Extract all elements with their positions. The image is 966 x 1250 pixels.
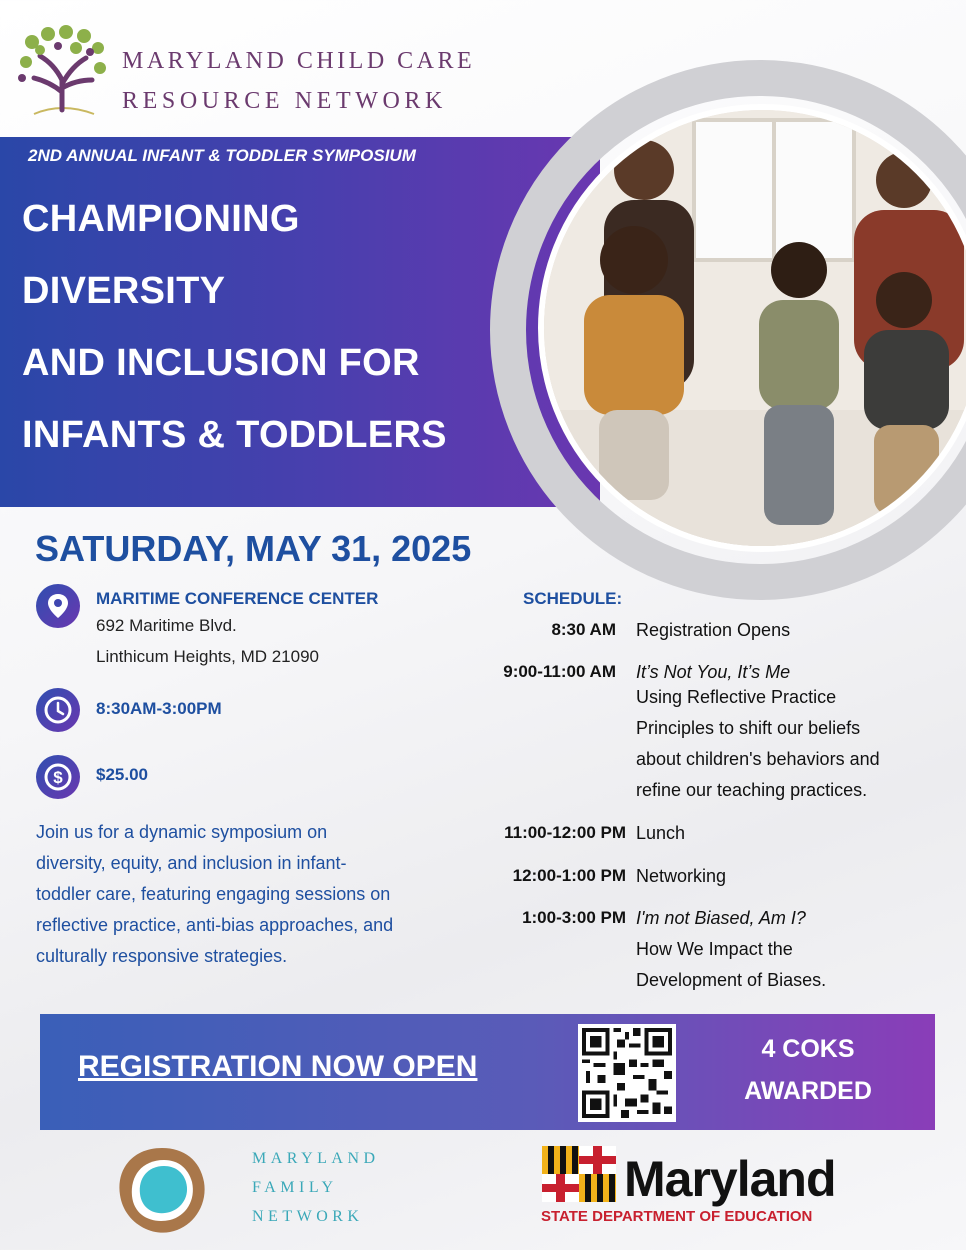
org-name-line2: RESOURCE NETWORK [122, 88, 447, 114]
schedule-time: 12:00-1:00 PM [512, 866, 626, 885]
schedule-time: 9:00-11:00 AM [503, 662, 616, 681]
venue-address-line1: 692 Maritime Blvd. [96, 616, 237, 635]
description-line: diversity, equity, and inclusion in infant- [36, 853, 347, 873]
mfn-name-line2: FAMILY [252, 1179, 338, 1196]
session-title: I'm not Biased, Am I? [636, 908, 806, 928]
msde-wordmark: Maryland [624, 1151, 836, 1207]
description-line: Join us for a dynamic symposium on [36, 822, 328, 842]
description-line: culturally responsive strategies. [36, 946, 288, 966]
headline-line: DIVERSITY [22, 270, 226, 312]
coks-line2: AWARDED [744, 1077, 872, 1105]
qr-code-icon[interactable] [578, 1024, 676, 1122]
location-pin-icon [36, 584, 80, 628]
headline-line: CHAMPIONING [22, 198, 300, 240]
event-price: $25.00 [96, 765, 148, 784]
registration-link[interactable]: REGISTRATION NOW OPEN [78, 1050, 478, 1083]
coks-line1: 4 COKS [761, 1035, 855, 1063]
schedule-item: Development of Biases. [636, 970, 827, 990]
msde-subtitle: STATE DEPARTMENT OF EDUCATION [541, 1208, 813, 1225]
schedule-title: SCHEDULE: [523, 589, 623, 608]
mfn-logo-icon [112, 1140, 212, 1240]
schedule-item: Lunch [636, 823, 686, 843]
svg-text:$: $ [53, 768, 63, 787]
event-hours: 8:30AM-3:00PM [96, 699, 222, 718]
schedule-item: Networking [636, 866, 727, 886]
venue-address-line2: Linthicum Heights, MD 21090 [96, 647, 320, 666]
schedule-time: 8:30 AM [551, 620, 616, 639]
event-date: SATURDAY, MAY 31, 2025 [35, 528, 472, 569]
schedule-item: Using Reflective Practice [636, 687, 837, 707]
schedule-item: Principles to shift our beliefs [636, 718, 861, 738]
schedule-time: 11:00-12:00 PM [504, 823, 626, 842]
schedule-item: Registration Opens [636, 620, 791, 640]
tree-logo-icon [14, 22, 110, 122]
schedule-item: How We Impact the [636, 939, 793, 959]
schedule-item: refine our teaching practices. [636, 780, 868, 800]
event-subtitle: 2ND ANNUAL INFANT & TODDLER SYMPOSIUM [28, 146, 416, 165]
org-name-line1: MARYLAND CHILD CARE [122, 48, 476, 74]
dollar-icon [36, 755, 80, 799]
mfn-name-line1: MARYLAND [252, 1150, 380, 1167]
headline-line: AND INCLUSION FOR [22, 342, 420, 384]
families-photo [538, 104, 966, 552]
session-title: It’s Not You, It’s Me [636, 662, 791, 682]
schedule-item: about children's behaviors and [636, 749, 880, 769]
clock-icon [36, 688, 80, 732]
headline-line: INFANTS & TODDLERS [22, 414, 447, 456]
description-line: reflective practice, anti-bias approaches, and [36, 915, 394, 935]
schedule-time: 1:00-3:00 PM [522, 908, 626, 927]
description-line: toddler care, featuring engaging sessions on [36, 884, 391, 904]
mfn-name-line3: NETWORK [252, 1208, 364, 1225]
venue-name: MARITIME CONFERENCE CENTER [96, 589, 379, 608]
maryland-flag-icon [542, 1146, 616, 1202]
